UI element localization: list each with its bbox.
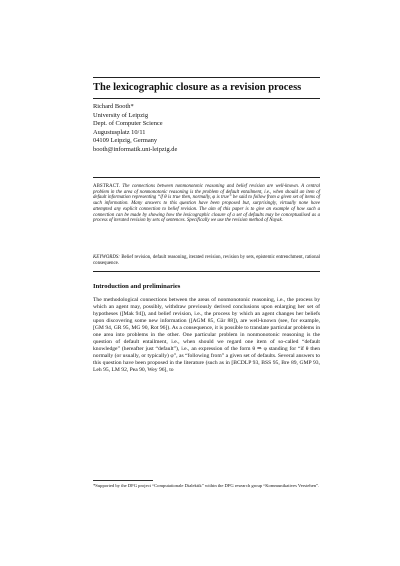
title-bottom-rule bbox=[93, 98, 320, 99]
keywords-label: KEYWORDS: bbox=[93, 255, 120, 260]
author-affiliation-line: University of Leipzig bbox=[93, 111, 149, 119]
keywords bbox=[93, 255, 320, 266]
title-top-rule bbox=[93, 77, 320, 78]
author-email: booth@informatik.uni-leipzig.de bbox=[93, 145, 178, 153]
author-affiliation-line: Dept. of Computer Science bbox=[93, 120, 163, 127]
author-affiliation-line: 04109 Leipzig, Germany bbox=[93, 137, 158, 144]
footnote-rule bbox=[93, 480, 153, 481]
author-block bbox=[93, 103, 320, 154]
abstract-text: The connections between nonmonotonic reasoning and belief revision are well-known. A central problem in the area of nonmonotonic reasoning is the problem of default entailment, i.e., when should an item of default information representing “if θ is true then, normally, φ is true” be said to follow from a given set of items of such information. Many answers to this question have been proposed but, surprisingly, virtually none have attempted any explicit connection to belief revision. The aim of this paper is to give an example of how such a connection can be made by showing how the lexicographic closure of a set of defaults may be conceptualised as a process of iterated revision by sets of sentences. Specifically we use the revision method of Nayak. bbox=[93, 184, 320, 224]
abstract-top-rule bbox=[93, 177, 320, 178]
author-affiliation-line: Augustusplatz 10/11 bbox=[93, 128, 146, 136]
abstract-label: ABSTRACT. bbox=[93, 184, 121, 189]
keywords-text: Belief revision, default reasoning, iterated revision, revision by sets, epistemic entrenchment, rational consequence. bbox=[93, 255, 320, 266]
body-paragraph: The methodological connections between the areas of nonmonotonic reasoning, i.e., the process by which an agent may, possibly, withdraw previously derived conclusions upon enlarging her set of hypotheses ([Mak 94]), and belief revision, i.e., the process by which an agent changes her beliefs upon discovering some new information ([AGM 85, Gär 88]), are well-known (see, for example, [GM 94, GR 95, MG 90, Rot 96]). As a consequence, it is possible to translate particular problems in one area into problems in the other. One particular problem in nonmonotonic reasoning is the question of default entailment, i.e., when should we regard one item of so-called “default knowledge” (hereafter just “default”), i.e., an expression of the form θ ⇒ φ standing for “if θ then normally (or usually, or typically) φ”, as “following from” a given set of defaults. Several answers to this question have been proposed in the literature (such as in [BCDLP 93, BSS 95, Bre 89, GMP 93, Leh 95, LM 92, Pea 90, Wey 96], to bbox=[93, 297, 320, 374]
author-name: Richard Booth* bbox=[93, 103, 134, 110]
abstract-bottom-rule bbox=[93, 271, 320, 272]
abstract bbox=[93, 184, 320, 224]
paper-title: The lexicographic closure as a revision process bbox=[93, 82, 302, 93]
footnote: *Supported by the DFG project “Computationale Dialektik” within the DFG research group “Kommunikatives Verstehen”. bbox=[93, 483, 320, 488]
section-heading: Introduction and preliminaries bbox=[93, 283, 181, 290]
